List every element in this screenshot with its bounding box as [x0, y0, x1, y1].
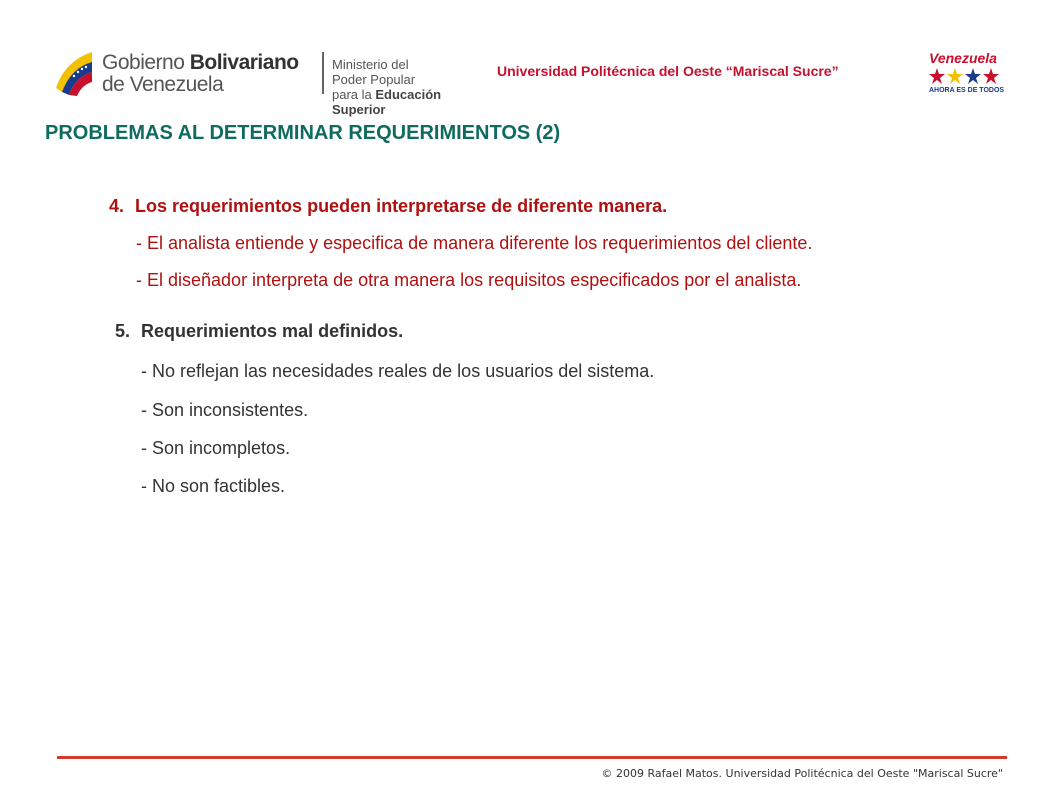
footer-divider [57, 756, 1007, 759]
venezuela-ahora-logo [925, 50, 1003, 96]
item-5-heading: Requerimientos mal definidos. [141, 321, 404, 341]
page-title: PROBLEMAS AL DETERMINAR REQUERIMIENTOS (2) [45, 122, 561, 144]
item-5-point: - No reflejan las necesidades reales de los usuarios del sistema. [141, 361, 655, 381]
item-4-heading-line [109, 196, 667, 217]
venezuela-logo-subtitle: AHORA ES DE TODOS [929, 87, 1005, 94]
gobierno-logo [52, 48, 442, 117]
ministerio-wordmark: Ministerio del Poder Popular para la Educación Superior [332, 57, 442, 117]
item-4-heading: Los requerimientos pueden interpretarse de diferente manera. [135, 196, 668, 216]
venezuela-flag-emblem-icon [52, 48, 94, 96]
item-5-number: 5. [115, 321, 131, 341]
footer-copyright: © 2009 Rafael Matos. Universidad Politécnica del Oeste "Mariscal Sucre" [601, 767, 1003, 780]
university-name: Universidad Politécnica del Oeste “Mariscal Sucre” [497, 63, 839, 79]
venezuela-logo-title: Venezuela [929, 50, 997, 66]
people-figures-icon [929, 66, 999, 88]
logo-divider [322, 52, 324, 94]
item-5-point: - Son inconsistentes. [141, 400, 309, 420]
item-5-point: - No son factibles. [141, 476, 286, 496]
item-5-point: - Son incompletos. [141, 438, 291, 458]
item-5-heading-line [115, 321, 403, 342]
item-4-point: - El analista entiende y especifica de manera diferente los requerimientos del cliente. [136, 233, 813, 253]
item-4-point: - El diseñador interpreta de otra manera los requisitos especificados por el analista. [136, 270, 802, 290]
gobierno-wordmark: Gobierno Bolivariano de Venezuela [102, 51, 299, 96]
item-4-number: 4. [109, 196, 125, 216]
